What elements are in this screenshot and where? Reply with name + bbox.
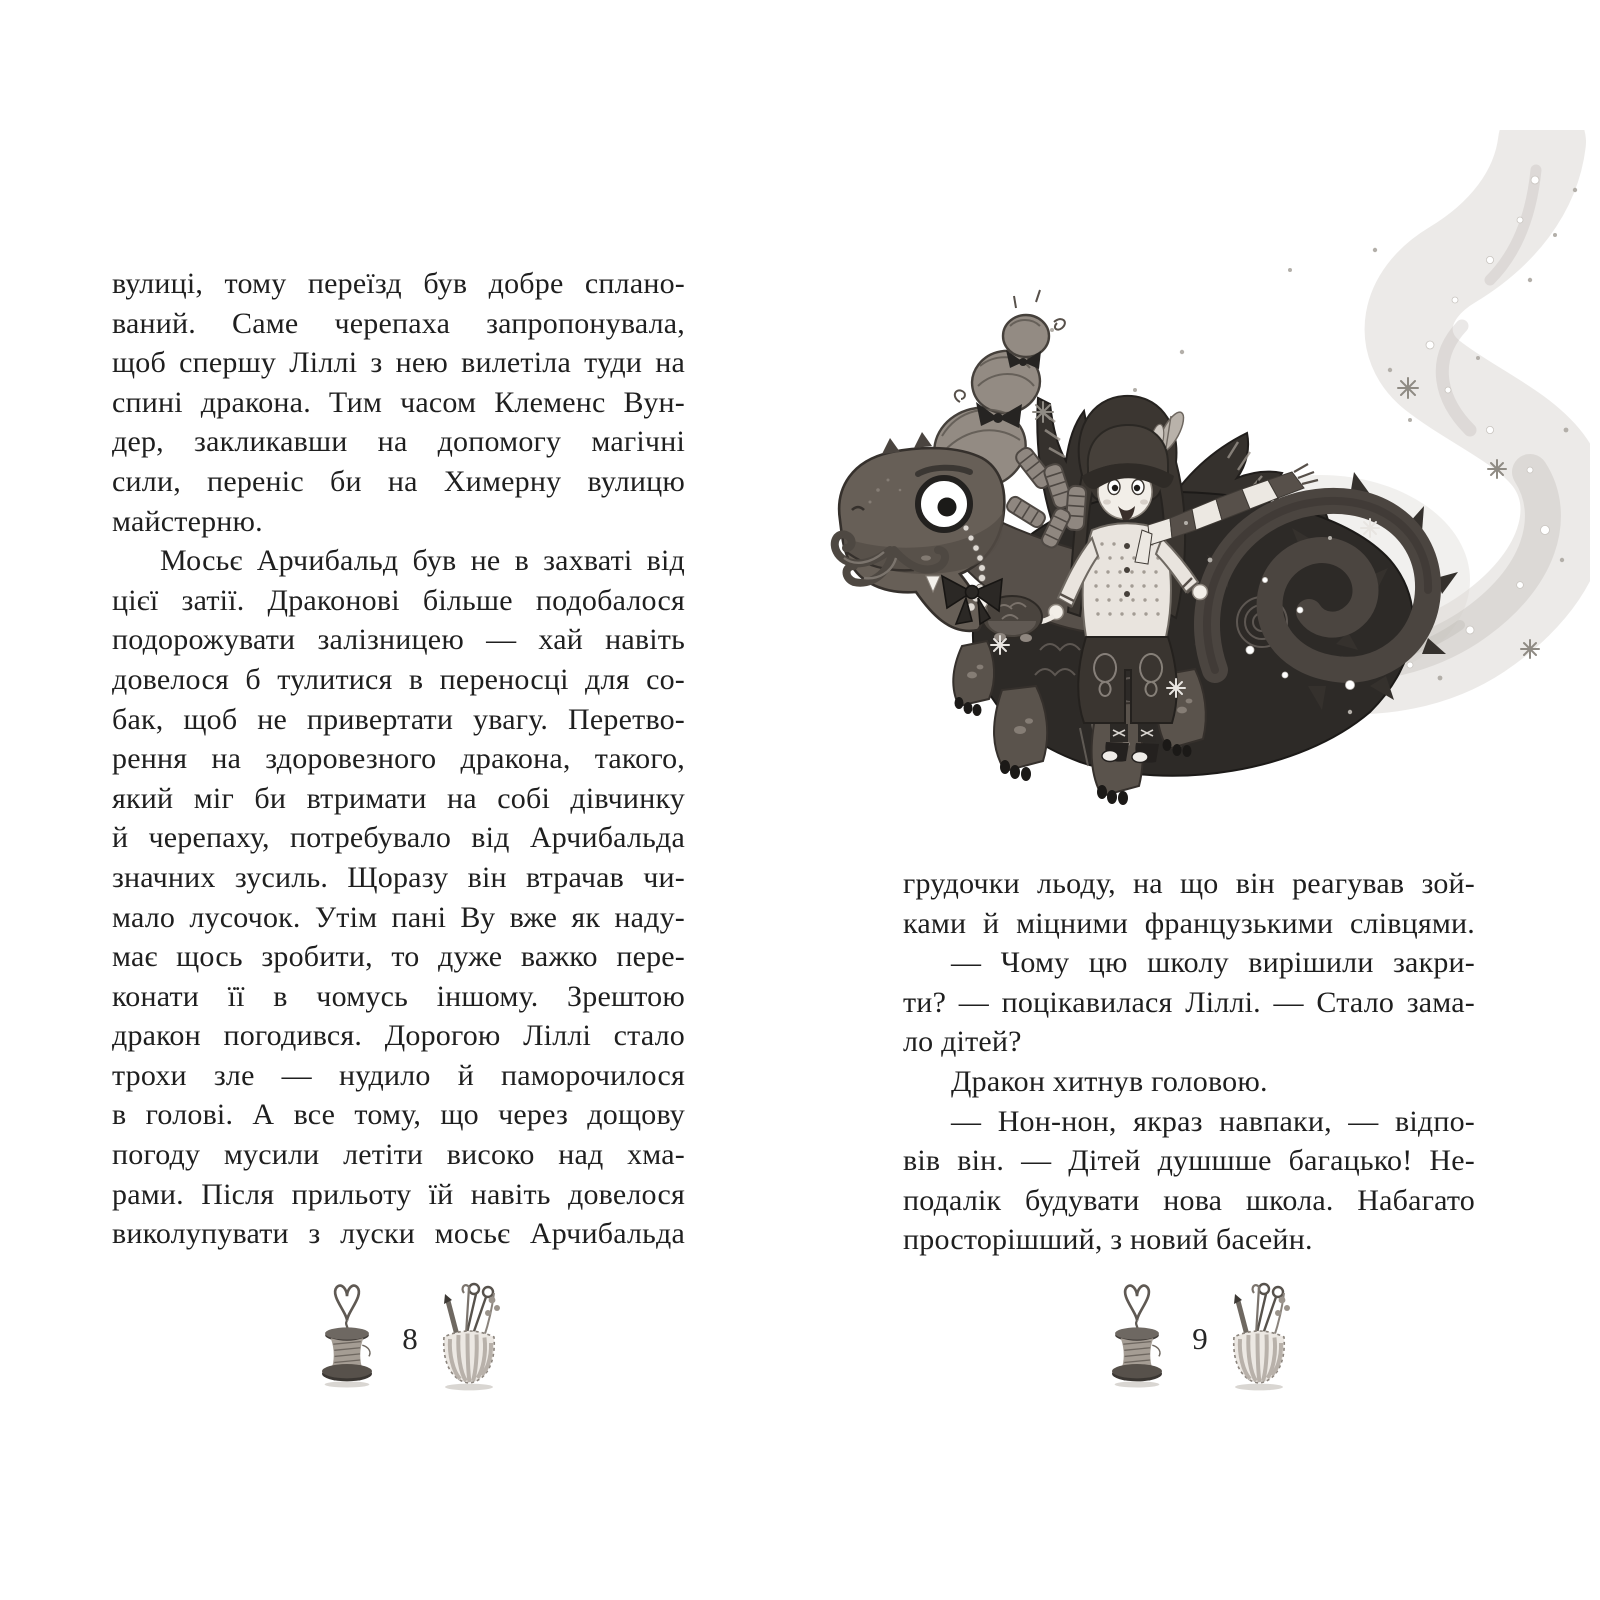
text-line: конати її в чомусь іншому. Зрештою [112, 979, 685, 1013]
text-line: рення на здоровезного дракона, такого, [112, 742, 685, 776]
text-line: просторішший, з новий басейн. [903, 1223, 1313, 1257]
text-line: дракон погодився. Дорогою Ліллі стало [112, 1019, 685, 1053]
thread-spool-icon [318, 1280, 376, 1388]
text-line: вів він. — Дітей душшше багацько! Не- [903, 1144, 1475, 1178]
text-line: Мосьє Арчибальд був не в захваті від [160, 544, 685, 578]
text-line: погоду мусили летіти високо над хма- [112, 1138, 685, 1172]
sewing-cup-icon [436, 1274, 502, 1392]
page-text-left [112, 264, 685, 1254]
text-line: ти? — поцікавилася Ліллі. — Стало зама- [903, 985, 1475, 1019]
thread-spool-icon [1108, 1280, 1166, 1388]
text-line: ками й міцними французькими слівцями. [903, 906, 1475, 940]
page-number: 9 [1192, 1321, 1208, 1356]
text-line: значних зусиль. Щоразу він втрачав чи- [112, 860, 685, 894]
text-line: Дракон хитнув головою. [951, 1064, 1268, 1098]
text-line: рами. Після прильоту їй навіть довелося [112, 1177, 685, 1211]
text-line: вулиці, тому переїзд був добре сплано- [112, 267, 685, 300]
text-line: сили, переніс би на Химерну вулицю [112, 464, 685, 498]
text-line: трохи зле — нудило й паморочилося [112, 1058, 685, 1092]
page-footer-left [318, 1256, 538, 1396]
page-text-right [903, 864, 1475, 1260]
page-number: 8 [402, 1321, 418, 1356]
page-footer-right [1108, 1256, 1328, 1396]
text-line: майстерню. [112, 504, 263, 538]
text-line: подалік будувати нова школа. Набагато [903, 1183, 1475, 1217]
text-line: подорожувати залізницею — хай навіть [112, 623, 685, 657]
text-line: який міг би втримати на собі дівчинку [112, 781, 685, 815]
text-line: виколупувати з луски мосьє Арчибальда [112, 1217, 685, 1251]
text-line: ваний. Саме черепаха запропонувала, [112, 306, 685, 340]
sewing-cup-icon [1226, 1274, 1292, 1392]
text-line: — Нон-нон, якраз навпаки, — відпо- [951, 1104, 1475, 1138]
dragon-illustration [830, 130, 1590, 810]
text-line: — Чому цю школу вирішили закри- [951, 946, 1475, 980]
text-line: має щось зробити, то дуже важко пере- [112, 940, 685, 974]
text-line: довелося б тулитися в переносці для со- [112, 662, 685, 696]
text-line: щоб спершу Ліллі з нею вилетіла туди на [112, 346, 685, 380]
page-right [800, 0, 1600, 1600]
text-line: й черепаху, потребувало від Арчибальда [112, 821, 685, 855]
text-line: дер, закликавши на допомогу магічні [112, 425, 685, 459]
text-line: мало лусочок. Утім пані Ву вже як наду- [112, 900, 685, 934]
text-line: цієї затії. Драконові більше подобалося [112, 583, 685, 617]
text-line: спині дракона. Тим часом Клеменс Вун- [112, 385, 685, 419]
text-line: в голові. А все тому, що через дощову [112, 1098, 685, 1132]
text-line: бак, щоб не привертати увагу. Перетво- [112, 702, 685, 736]
text-line: грудочки льоду, на що він реагував зой- [903, 867, 1475, 900]
text-line: ло дітей? [903, 1025, 1022, 1059]
